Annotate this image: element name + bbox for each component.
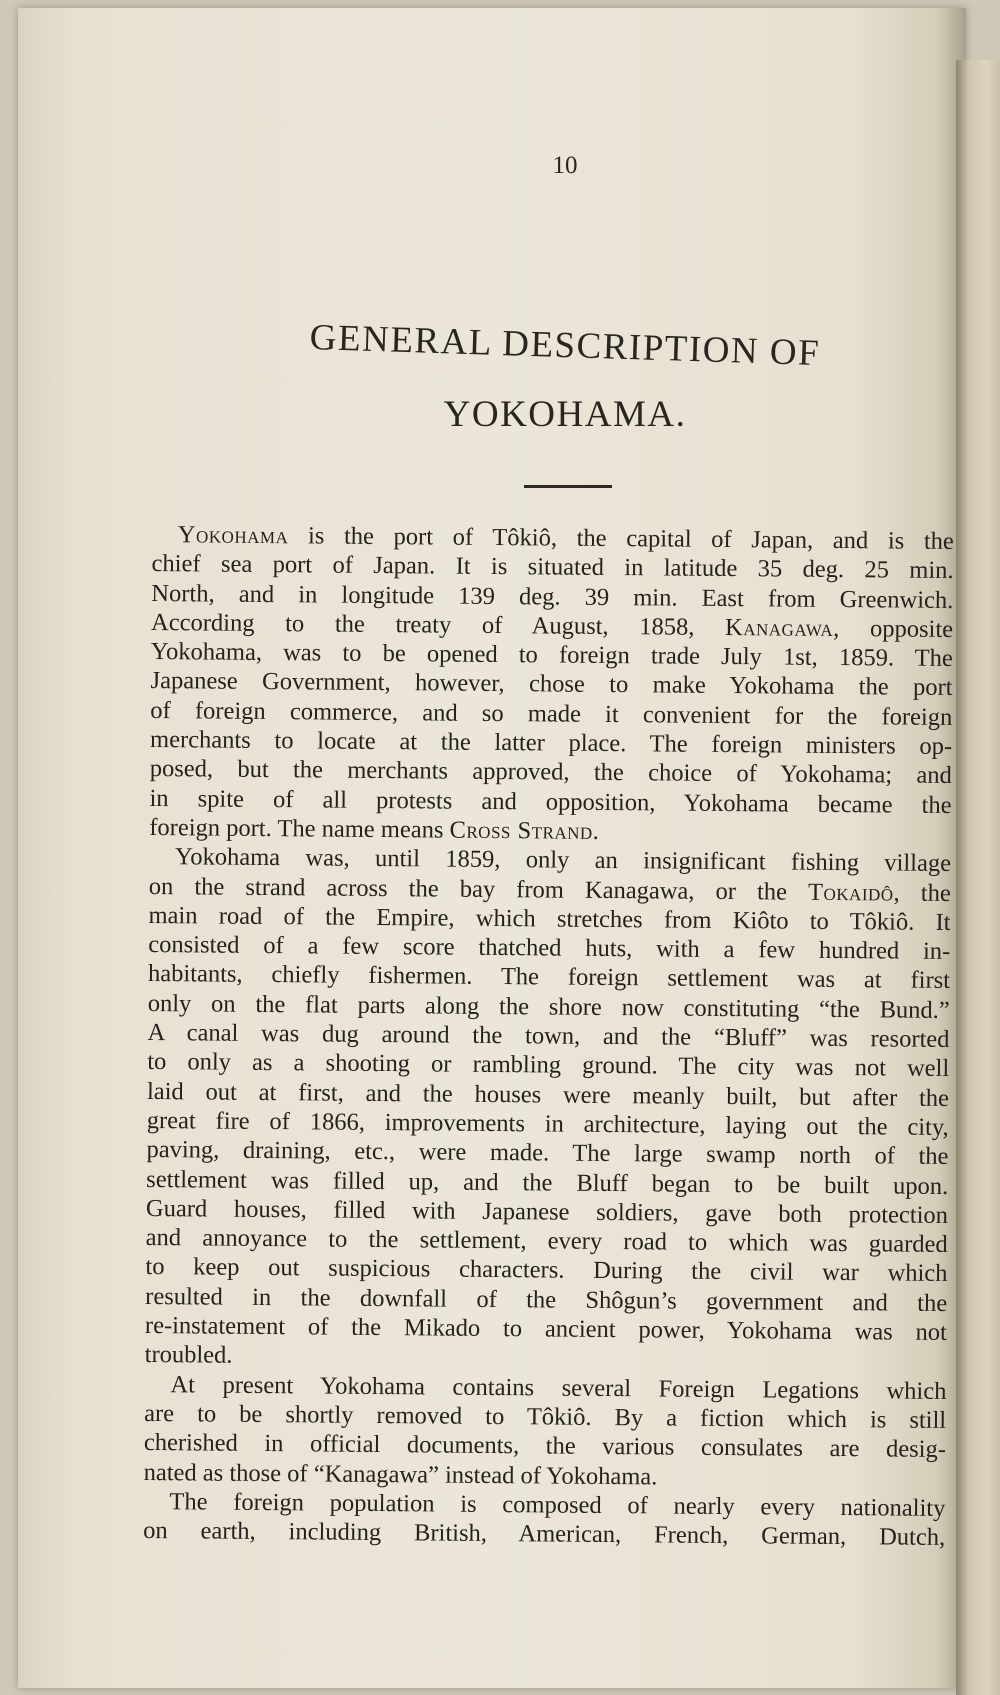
text-run: resulted in the downfall of the Shôgun’s government and the: [145, 1282, 948, 1317]
text-run: Yokohama, was to be opened to foreign trade July 1st, 1859. The: [150, 638, 953, 673]
text-run: laid out at first, and the houses were meanly built, but after the: [146, 1077, 950, 1112]
text-run: to only as a shooting or rambling ground. The city was not well: [147, 1048, 950, 1083]
text-run: , opposite: [833, 614, 954, 643]
text-run: troubled.: [144, 1341, 233, 1370]
text-run: Yokohama was, until 1859, only an insignificant fishing village: [174, 843, 952, 878]
text-run: of foreign commerce, and so made it convenient for the foreign: [150, 696, 953, 731]
text-run: foreign port. The name means: [149, 813, 450, 844]
text-run: are to be shortly removed to Tôkiô. By a fiction which is still: [144, 1399, 947, 1434]
text-run: North, and in longitude 139 deg. 39 min. East from Greenwich.: [151, 579, 954, 614]
text-run: At present Yokohama contains several Foreign Legations which: [170, 1370, 947, 1405]
text-run: on the strand across the bay from Kanagawa, or the: [148, 872, 809, 906]
text-run: nated as those of “Kanagawa” instead of Yokohama.: [143, 1458, 658, 1490]
small-caps-run: Tokaidô: [807, 878, 894, 907]
adjacent-page-edge: [956, 60, 1000, 1695]
text-run: in spite of all protests and opposition, Yokohama became the: [149, 784, 952, 819]
title-rule-divider: [524, 485, 612, 488]
text-run: and annoyance to the settlement, every road to which was guarded: [145, 1224, 948, 1259]
chapter-title-line-2: YOKOHAMA.: [443, 394, 687, 435]
text-run: According to the treaty of August, 1858,: [150, 608, 726, 641]
text-run: posed, but the merchants approved, the choice of Yokohama; and: [149, 755, 952, 790]
text-run: is the port of Tôkiô, the capital of Japan, and is the: [288, 522, 954, 555]
text-run: only on the flat parts along the shore now constituting “the Bund.”: [147, 989, 950, 1024]
text-run: paving, draining, etc., were made. The large swamp north of the: [146, 1136, 949, 1171]
text-run: A canal was dug around the town, and the “Bluff” was resorted: [147, 1019, 950, 1054]
small-caps-run: Yokohama: [177, 521, 289, 550]
text-run: on earth, including British, American, French, German, Dutch,: [143, 1517, 946, 1552]
page-number: 10: [552, 152, 578, 179]
text-run: to keep out suspicious characters. During the civil war which: [145, 1253, 948, 1288]
text-run: great fire of 1866, improvements in architecture, laying out the city,: [146, 1106, 949, 1141]
text-run: .: [592, 817, 599, 845]
text-run: merchants to locate at the latter place. The foreign ministers op-: [149, 726, 953, 761]
text-run: Guard houses, filled with Japanese soldiers, gave both protection: [145, 1194, 949, 1229]
text-run: chief sea port of Japan. It is situated in latitude 35 deg. 25 min.: [151, 550, 954, 585]
small-caps-run: Kanagawa: [724, 613, 834, 642]
text-run: The foreign population is composed of nearly every nationality: [169, 1487, 946, 1522]
text-run: re-instatement of the Mikado to ancient power, Yokohama was not: [144, 1311, 948, 1346]
text-run: cherished in official documents, the various consulates are desig-: [143, 1429, 947, 1464]
text-run: main road of the Empire, which stretches from Kiôto to Tôkiô. It: [148, 901, 951, 936]
body-text: [143, 520, 954, 1552]
text-run: settlement was filled up, and the Bluff began to be built upon.: [146, 1165, 949, 1200]
text-run: , the: [893, 879, 951, 907]
text-run: consisted of a few score thatched huts, with a few hundred in-: [148, 931, 951, 966]
text-run: Japanese Government, however, chose to make Yokohama the port: [150, 667, 953, 702]
chapter-title-line-1: GENERAL DESCRIPTION OF: [309, 317, 821, 375]
small-caps-run: Cross Strand: [449, 816, 593, 845]
text-run: habitants, chiefly fishermen. The foreign settlement was at first: [147, 960, 951, 995]
